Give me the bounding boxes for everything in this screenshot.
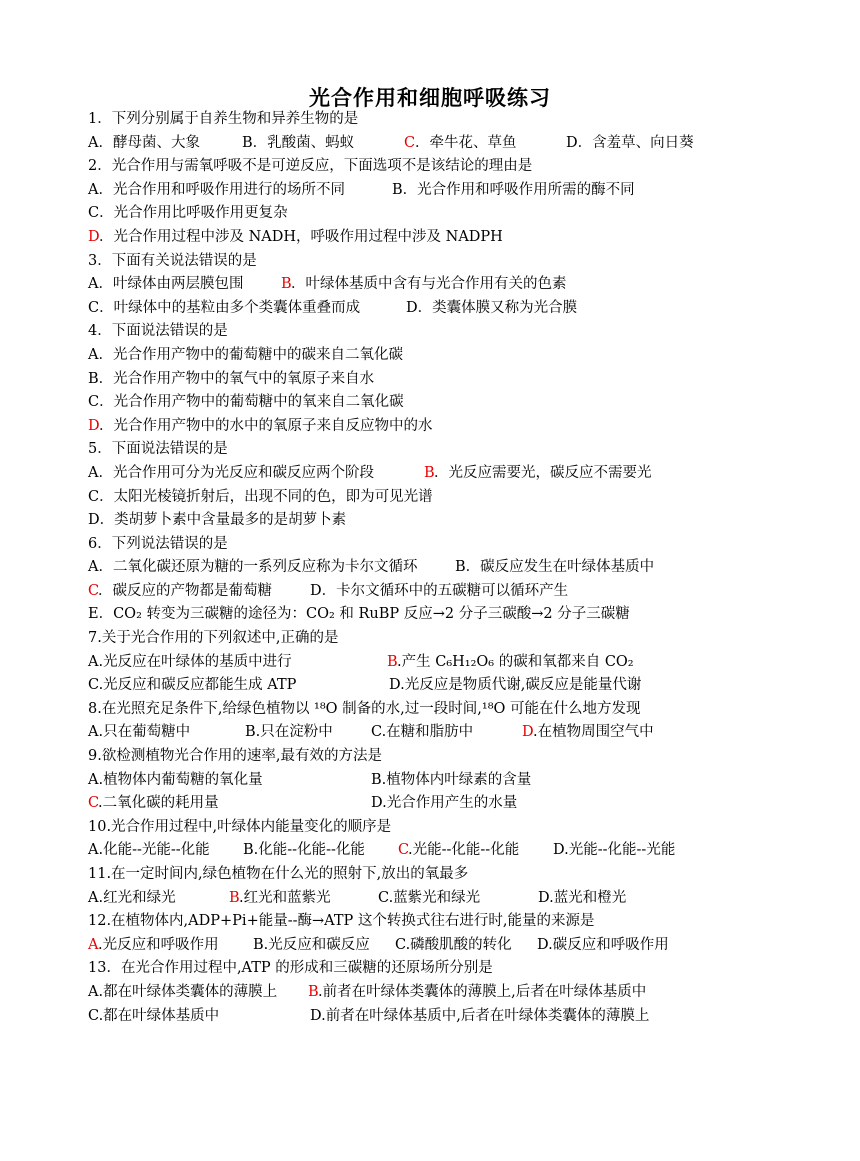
text-segment: D.光能--化能--光能 <box>553 842 676 859</box>
text-segment: ．牵牛花、草鱼 <box>415 134 517 151</box>
answer-marker: D <box>88 228 100 245</box>
text-segment: .在植物周围空气中 <box>533 724 654 741</box>
text-segment: B．光合作用产物中的氧气中的氧原子来自水 <box>88 370 375 387</box>
text-segment: D．卡尔文循环中的五碳糖可以循环产生 <box>310 582 569 599</box>
text-line <box>88 910 808 934</box>
text-segment: C．太阳光棱镜折射后，出现不同的色，即为可见光谱 <box>88 488 433 505</box>
answer-marker: C <box>398 842 410 859</box>
text-segment: .光反应和呼吸作用 <box>98 936 219 953</box>
text-segment: .前者在叶绿体类囊体的薄膜上,后者在叶绿体基质中 <box>318 983 647 1000</box>
text-segment: A．叶绿体由两层膜包围 <box>88 276 244 293</box>
text-line <box>88 179 808 203</box>
text-line <box>88 108 808 132</box>
text-segment: D.前者在叶绿体基质中,后者在叶绿体类囊体的薄膜上 <box>310 1007 650 1024</box>
text-line <box>88 981 808 1005</box>
text-segment: D.蓝光和橙光 <box>538 889 627 906</box>
answer-marker: B <box>229 889 240 906</box>
text-segment: B.植物体内叶绿素的含量 <box>371 771 532 788</box>
question-list <box>88 108 808 1028</box>
text-segment: B．乳酸菌、蚂蚁 <box>242 134 355 151</box>
text-line <box>88 1005 808 1029</box>
text-segment: A．酵母菌、大象 <box>88 134 200 151</box>
text-segment: ．光反应需要光，碳反应不需要光 <box>434 464 652 481</box>
text-segment: 9.欲检测植物光合作用的速率,最有效的方法是 <box>88 748 382 765</box>
text-segment: 2．光合作用与需氧呼吸不是可逆反应，下面选项不是该结论的理由是 <box>88 158 533 175</box>
text-line <box>88 132 808 156</box>
answer-marker: C <box>404 134 416 151</box>
text-line <box>88 415 808 439</box>
text-segment: 12.在植物体内,ADP+Pi+能量--酶→ATP 这个转换式往右进行时,能量的来源是 <box>88 913 595 930</box>
text-line <box>88 533 808 557</box>
text-line <box>88 934 808 958</box>
text-segment: 13．在光合作用过程中,ATP 的形成和三碳糖的还原场所分别是 <box>88 960 493 977</box>
text-line <box>88 580 808 604</box>
text-segment: A．二氧化碳还原为糖的一系列反应称为卡尔文循环 <box>88 559 418 576</box>
text-segment: C．光合作用比呼吸作用更复杂 <box>88 205 288 222</box>
answer-marker: B <box>281 276 292 293</box>
text-line <box>88 297 808 321</box>
text-segment: A.只在葡萄糖中 <box>88 724 191 741</box>
text-segment: B.光反应和碳反应 <box>253 936 370 953</box>
text-segment: B.化能--化能--化能 <box>243 842 365 859</box>
text-segment: 1．下列分别属于自养生物和异养生物的是 <box>88 111 359 127</box>
text-segment: ．光合作用产物中的水中的氧原子来自反应物中的水 <box>99 417 433 434</box>
answer-marker: C <box>88 582 100 599</box>
text-line <box>88 486 808 510</box>
text-segment: A．光合作用产物中的葡萄糖中的碳来自二氧化碳 <box>88 346 403 363</box>
text-line <box>88 887 808 911</box>
text-segment: .光能--化能--化能 <box>408 842 520 859</box>
answer-marker: D <box>522 724 534 741</box>
text-line <box>88 226 808 250</box>
text-line <box>88 250 808 274</box>
text-segment: A．光合作用和呼吸作用进行的场所不同 <box>88 181 345 198</box>
text-line <box>88 320 808 344</box>
text-segment: A.化能--光能--化能 <box>88 842 210 859</box>
text-segment: C.蓝紫光和绿光 <box>378 889 481 906</box>
answer-marker: A <box>88 936 99 953</box>
text-segment: .二氧化碳的耗用量 <box>98 795 219 812</box>
text-segment: 5．下面说法错误的是 <box>88 441 228 458</box>
text-segment: ．叶绿体基质中含有与光合作用有关的色素 <box>291 276 567 293</box>
text-segment: .产生 C₆H₁₂O₆ 的碳和氧都来自 CO₂ <box>397 653 634 670</box>
answer-marker: B <box>387 653 398 670</box>
answer-marker: B <box>308 983 319 1000</box>
text-segment: 7.关于光合作用的下列叙述中,正确的是 <box>88 630 339 647</box>
page-title: 光合作用和细胞呼吸练习 <box>309 85 551 110</box>
text-line <box>88 651 808 675</box>
answer-marker: C <box>88 795 100 812</box>
text-line <box>88 273 808 297</box>
text-segment: B.只在淀粉中 <box>245 724 333 741</box>
text-segment: A.植物体内葡萄糖的氧化量 <box>88 771 263 788</box>
text-line <box>88 792 808 816</box>
text-segment: C．叶绿体中的基粒由多个类囊体重叠而成 <box>88 299 361 316</box>
text-line <box>88 863 808 887</box>
text-segment: D.光合作用产生的水量 <box>371 795 518 812</box>
text-segment: ．光合作用过程中涉及 NADH，呼吸作用过程中涉及 NADPH <box>99 228 503 245</box>
text-line <box>88 957 808 981</box>
text-line <box>88 745 808 769</box>
text-segment: 3．下面有关说法错误的是 <box>88 252 257 269</box>
text-segment: A.红光和绿光 <box>88 889 176 906</box>
text-segment: D．类胡萝卜素中含量最多的是胡萝卜素 <box>88 512 347 529</box>
text-segment: .红光和蓝紫光 <box>239 889 331 906</box>
text-line <box>88 698 808 722</box>
text-line <box>88 839 808 863</box>
text-segment: D．类囊体膜又称为光合膜 <box>406 299 578 316</box>
text-segment: C.都在叶绿体基质中 <box>88 1007 220 1024</box>
text-segment: ．碳反应的产物都是葡萄糖 <box>98 582 272 599</box>
text-segment: 4．下面说法错误的是 <box>88 323 228 340</box>
text-line <box>88 816 808 840</box>
text-segment: C.磷酸肌酸的转化 <box>395 936 512 953</box>
text-segment: 10.光合作用过程中,叶绿体内能量变化的顺序是 <box>88 818 392 835</box>
text-line <box>88 674 808 698</box>
text-line <box>88 721 808 745</box>
text-line <box>88 391 808 415</box>
text-segment: E．CO₂ 转变为三碳糖的途径为：CO₂ 和 RuBP 反应→2 分子三碳酸→2 分子三碳糖 <box>88 606 630 623</box>
text-segment: B．碳反应发生在叶绿体基质中 <box>455 559 655 576</box>
text-segment: A.都在叶绿体类囊体的薄膜上 <box>88 983 278 1000</box>
text-segment: 11.在一定时间内,绿色植物在什么光的照射下,放出的氧最多 <box>88 866 469 882</box>
text-line <box>88 438 808 462</box>
text-line <box>88 556 808 580</box>
text-line <box>88 769 808 793</box>
text-segment: D.光反应是物质代谢,碳反应是能量代谢 <box>389 677 642 694</box>
text-segment: A.光反应在叶绿体的基质中进行 <box>88 653 292 670</box>
text-segment: C．光合作用产物中的葡萄糖中的氧来自二氧化碳 <box>88 394 404 411</box>
text-segment: A．光合作用可分为光反应和碳反应两个阶段 <box>88 464 374 481</box>
text-segment: 8.在光照充足条件下,给绿色植物以 ¹⁸O 制备的水,过一段时间,¹⁸O 可能在什么地方发现 <box>88 700 641 717</box>
text-segment: C.光反应和碳反应都能生成 ATP <box>88 677 297 694</box>
text-segment: 6．下列说法错误的是 <box>88 535 228 552</box>
text-line <box>88 462 808 486</box>
text-segment: B．光合作用和呼吸作用所需的酶不同 <box>392 181 635 198</box>
text-segment: D.碳反应和呼吸作用 <box>537 936 669 953</box>
text-line <box>88 603 808 627</box>
text-line <box>88 155 808 179</box>
text-line <box>88 202 808 226</box>
answer-marker: B <box>424 464 435 481</box>
text-segment: C.在糖和脂肪中 <box>371 724 474 741</box>
answer-marker: D <box>88 417 100 434</box>
text-line <box>88 509 808 533</box>
text-segment: D．含羞草、向日葵 <box>566 134 694 151</box>
text-line <box>88 368 808 392</box>
text-line <box>88 627 808 651</box>
text-line <box>88 344 808 368</box>
